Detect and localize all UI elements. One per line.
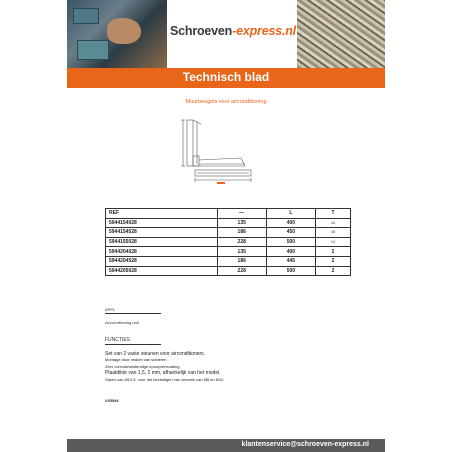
cell-l: 500 bbox=[266, 266, 315, 276]
table-header-row bbox=[106, 209, 351, 219]
table-row bbox=[106, 237, 351, 247]
cell-l: 400 bbox=[266, 218, 315, 228]
table-row bbox=[106, 247, 351, 257]
cell-t: 14 bbox=[316, 237, 351, 247]
cell-ref: 5944154528 bbox=[106, 228, 218, 238]
tools-photo bbox=[67, 0, 167, 68]
cell-a: 228 bbox=[217, 237, 266, 247]
cell-t: 2 bbox=[316, 266, 351, 276]
cell-ref: 5944204028 bbox=[106, 247, 218, 257]
description-line: Gaten van Ø10,5, voor het bevestigen van deuvels van Ø8 en Ø10. bbox=[105, 376, 225, 382]
cell-t: 2 bbox=[316, 247, 351, 257]
appl-label: APPL bbox=[105, 307, 116, 312]
title-banner bbox=[67, 68, 385, 88]
cell-a: 186 bbox=[217, 256, 266, 266]
wall-plate bbox=[187, 120, 193, 166]
divider bbox=[105, 313, 161, 314]
description-line: Plaatdikte van 1,5, 2 mm, afhankelijk van het model. bbox=[105, 370, 221, 377]
cell-l: 500 bbox=[266, 237, 315, 247]
column-header-a: — bbox=[217, 209, 266, 219]
hand-image bbox=[107, 18, 141, 44]
description bbox=[105, 351, 224, 383]
cell-ref: 5944204528 bbox=[106, 256, 218, 266]
toolbox-image bbox=[77, 40, 109, 60]
table-row bbox=[106, 256, 351, 266]
brand-logo[interactable] bbox=[170, 24, 296, 38]
application-label: Airconditioning unit bbox=[105, 320, 139, 325]
divider bbox=[105, 344, 161, 345]
cell-t: 14 bbox=[316, 218, 351, 228]
cell-l: 450 bbox=[266, 228, 315, 238]
screws-photo bbox=[297, 0, 385, 68]
datasheet-page bbox=[67, 0, 385, 452]
cell-l: 400 bbox=[266, 247, 315, 257]
toolbox-image bbox=[73, 8, 99, 24]
dimension-marker bbox=[217, 182, 225, 184]
brand-domain: -express.nl bbox=[232, 24, 296, 38]
table-row bbox=[106, 218, 351, 228]
section-heading: FUNCTIES bbox=[105, 337, 130, 343]
column-header-ref: REF bbox=[106, 209, 218, 219]
cell-ref: 5944154028 bbox=[106, 218, 218, 228]
description-line: Set van 2 vaste steunen voor airconditioners. bbox=[105, 351, 206, 357]
cell-l: 445 bbox=[266, 256, 315, 266]
product-code: VS5944 bbox=[105, 399, 119, 403]
cell-a: 228 bbox=[217, 266, 266, 276]
description-line: Montage door middel van solderen bbox=[105, 357, 167, 363]
cell-ref: 5944205028 bbox=[106, 266, 218, 276]
cell-t: 18 bbox=[316, 228, 351, 238]
cell-t: 2 bbox=[316, 256, 351, 266]
page-title: Technisch blad bbox=[182, 70, 270, 84]
table-row bbox=[106, 266, 351, 276]
cell-a: 135 bbox=[217, 247, 266, 257]
cell-a: 186 bbox=[217, 228, 266, 238]
spec-table bbox=[105, 208, 351, 276]
description-line: Zeer corrosiebestendige epoxyverfcoating. bbox=[105, 363, 181, 369]
table-row bbox=[106, 228, 351, 238]
contact-email[interactable]: klantenservice@schroeven-express.nl bbox=[241, 441, 369, 448]
product-title: Muurbeugels voor airconditioning bbox=[185, 99, 267, 105]
header bbox=[67, 0, 385, 68]
footer bbox=[67, 439, 385, 452]
bracket-drawing bbox=[175, 114, 305, 196]
cell-ref: 5944155028 bbox=[106, 237, 218, 247]
column-header-l: L bbox=[266, 209, 315, 219]
column-header-t: T bbox=[316, 209, 351, 219]
cell-a: 135 bbox=[217, 218, 266, 228]
brand-name: Schroeven bbox=[170, 24, 233, 38]
bracket-joint bbox=[193, 156, 199, 166]
